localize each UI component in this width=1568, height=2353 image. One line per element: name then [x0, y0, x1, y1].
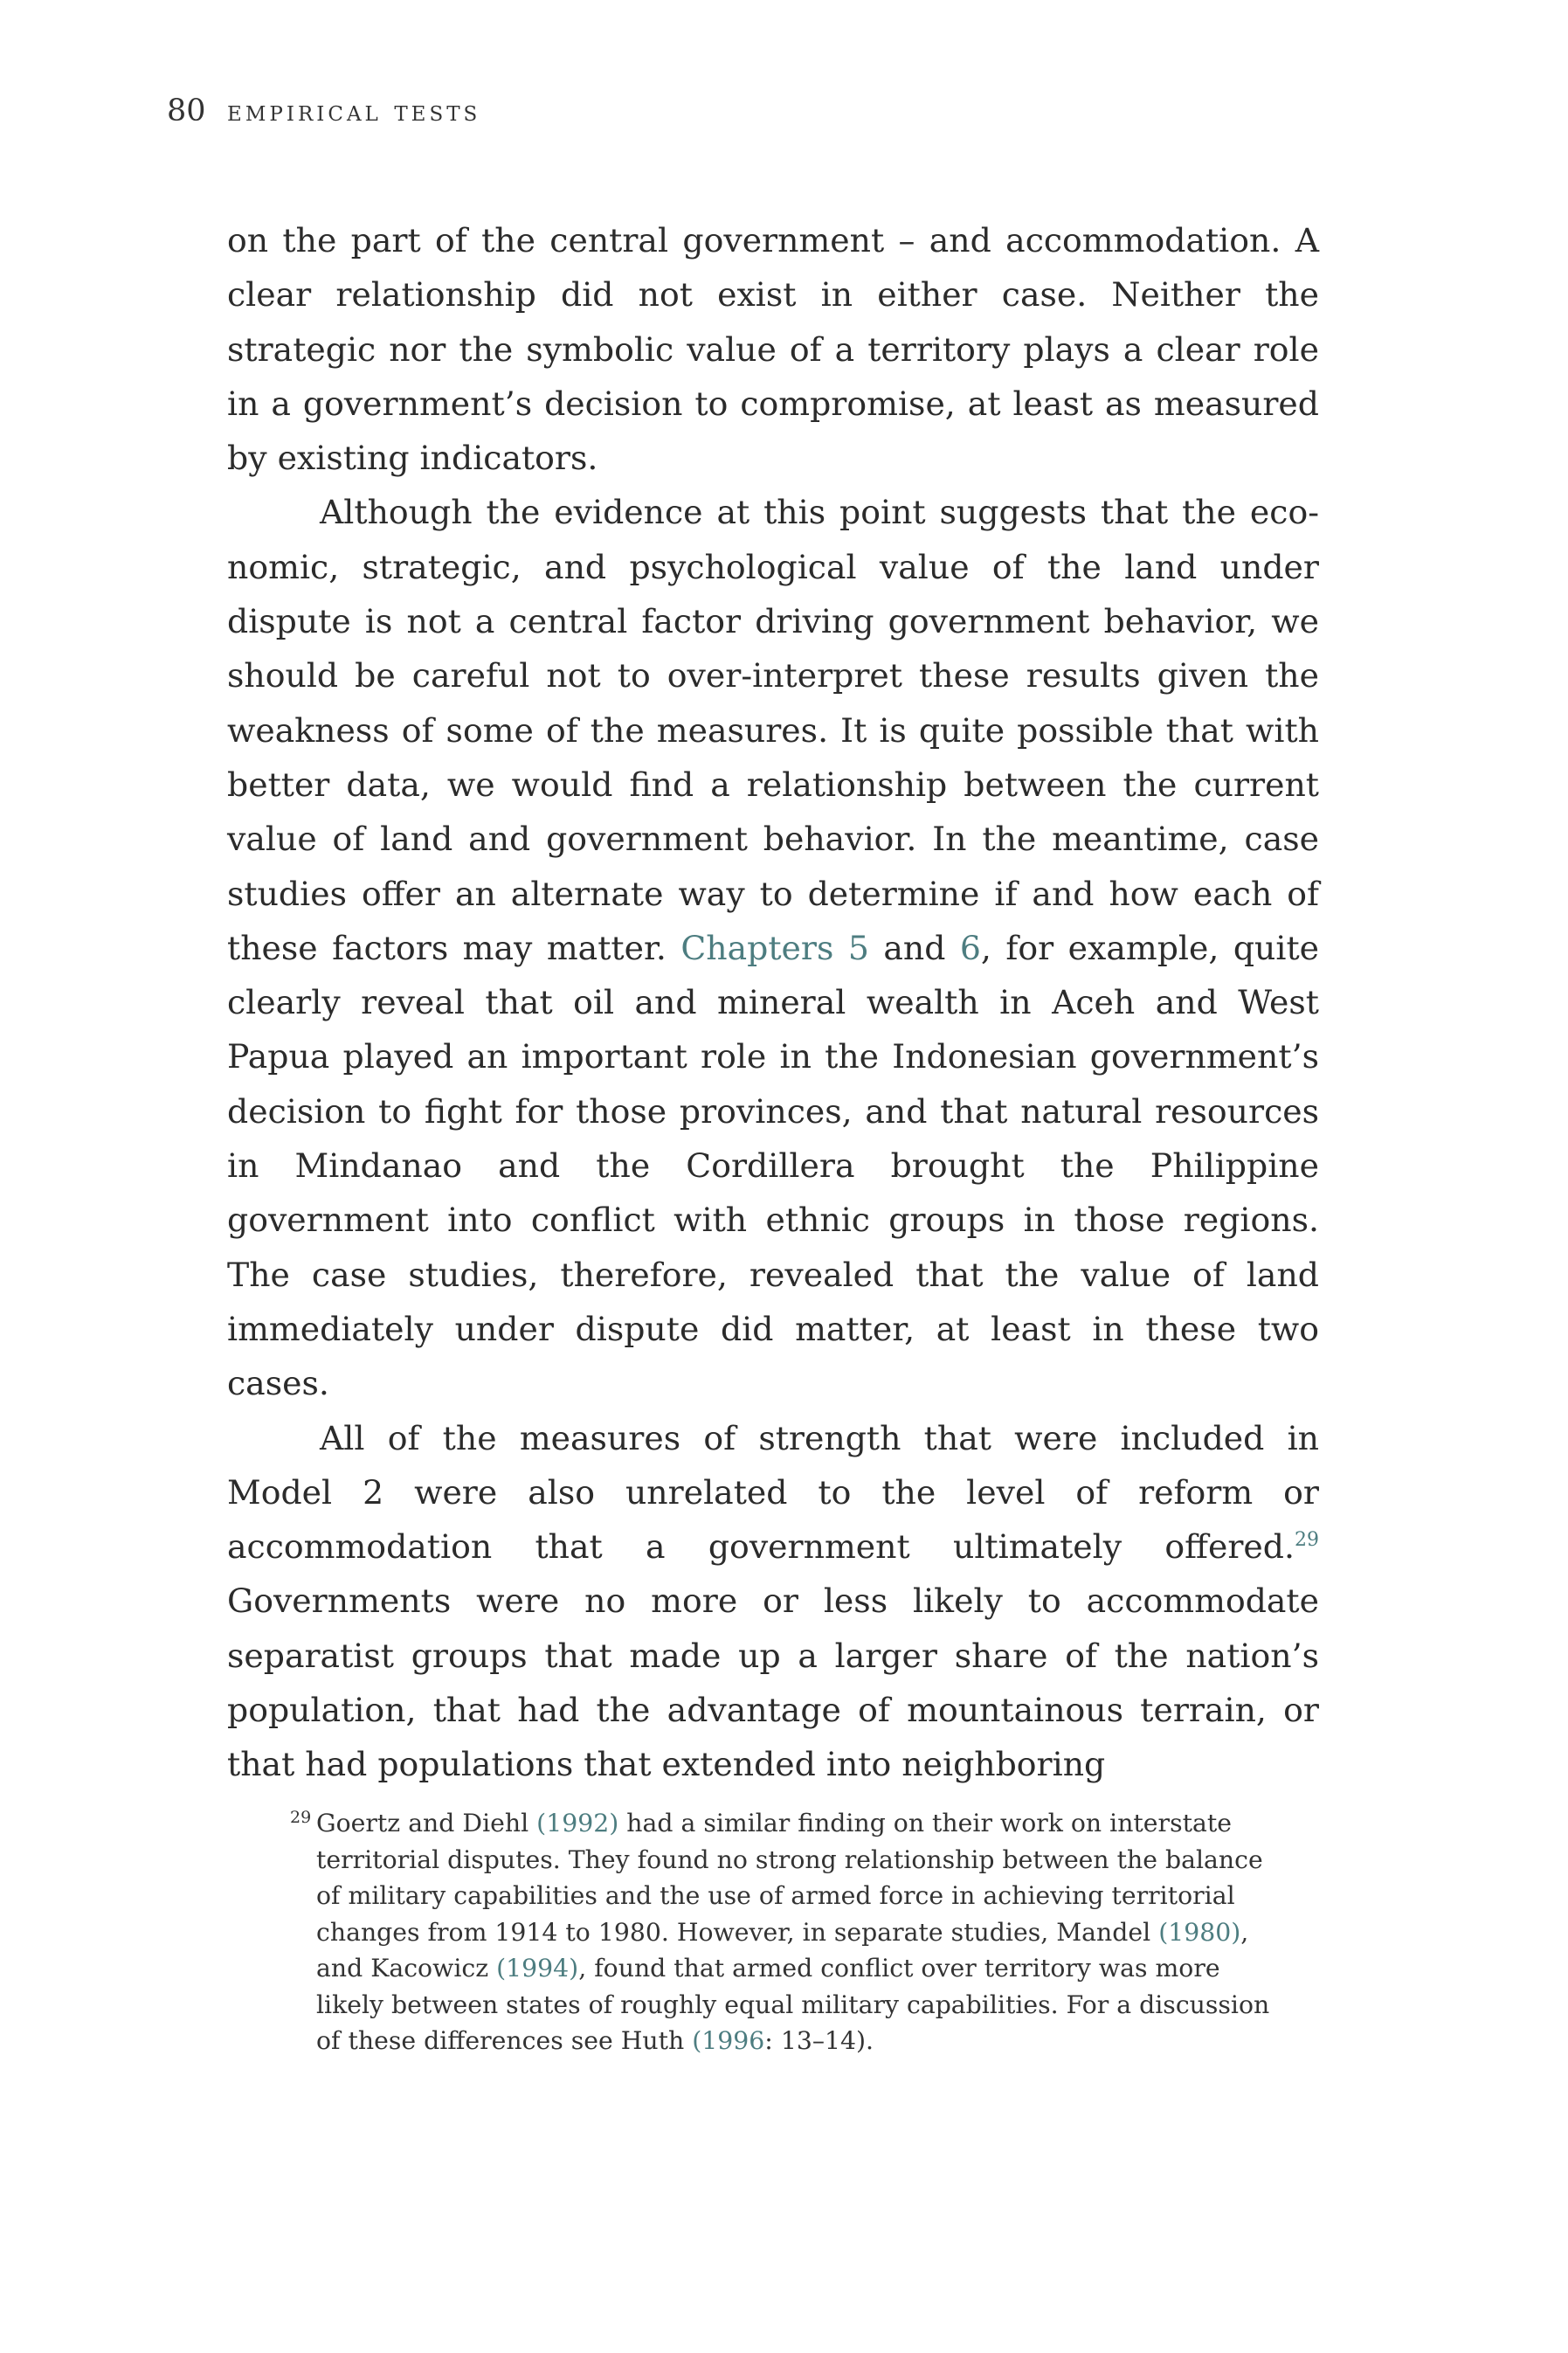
paragraph-3-text-a: All of the measures of strength that were included in Model 2 were also unrelated to the level of reform or accommodation that a government ultimately offered. — [227, 1418, 1319, 1567]
page-number: 80 — [167, 93, 206, 128]
paragraph-1 — [227, 213, 1319, 485]
footnote-text-4: , found that armed conflict over territory was more likely between states of roughly equal military capabilities. For a discussion of these differences see Huth — [316, 1954, 1270, 2055]
paragraph-3-text-b: Governments were no more or less likely to accommodate separatist groups that made up a larger share of the nation’s population, that had the advantage of mountainous terrain, or that had populations that extended into neighboring — [227, 1581, 1319, 1784]
footnote-text-1: Goertz and Diehl — [316, 1809, 537, 1837]
citation-huth-open-paren: ( — [692, 2026, 702, 2055]
citation-mandel-1980[interactable]: (1980) — [1158, 1917, 1241, 1947]
paragraph-3 — [227, 1411, 1319, 1792]
citation-kacowicz-1994[interactable]: (1994) — [496, 1954, 579, 1983]
citation-huth-pages: : 13–14) — [764, 2026, 867, 2055]
chapters-5-link[interactable]: Chapters 5 — [680, 928, 869, 967]
citation-goertz-diehl-1992[interactable]: (1992) — [536, 1809, 619, 1837]
chapter-6-link[interactable]: 6 — [959, 928, 981, 967]
paragraph-1-text: on the part of the central government – and accommodation. A clear relationship did not exist in either case. Neither the strategic nor the symbolic value of a territory plays a clear role in a government’s decision to compromise, at least as measured by existing indicators. — [227, 221, 1319, 478]
footnote-29-reference[interactable]: 29 — [1295, 1529, 1319, 1552]
footnote-number: 29 — [290, 1808, 312, 1827]
main-text — [227, 213, 1319, 1792]
paragraph-2-text-a: Although the evidence at this point suggests that the economic, strategic, and psychological value of the land under dispute is not a central factor driving government behavior, we should be careful not to over-interpret these results given the weakness of some of the measures. It is quite possible that with better data, we would find a relationship between the current value of land and government behavior. In the meantime, case studies offer an alternate way to determine if and how each of these factors may matter. — [227, 493, 1319, 967]
footnote-text-3: , and Kacowicz — [316, 1917, 1249, 1983]
running-head — [167, 91, 480, 131]
paragraph-2 — [227, 485, 1319, 1410]
paragraph-2-text-b: and — [868, 928, 960, 967]
citation-huth-1996[interactable]: 1996 — [701, 2026, 765, 2055]
footnote-29 — [290, 1805, 1295, 2059]
footnote-text-5: . — [866, 2026, 874, 2055]
footnote-text-2: had a similar finding on their work on interstate territorial disputes. They found no strong relationship between the balance of military capabilities and the use of armed force in achieving territorial changes from 1914 to 1980. However, in separate studies, Mandel — [316, 1809, 1263, 1947]
section-title: empirical tests — [227, 93, 481, 128]
paragraph-2-text-c: , for example, quite clearly reveal that oil and mineral wealth in Aceh and West Papua played an important role in the Indonesian government’s decision to fight for those provinces, and that natural resources in Mindanao and the Cordillera brought the Philippine government into conflict with ethnic groups in those regions. The case studies, therefore, revealed that the value of land immediately under dispute did matter, at least in these two cases. — [227, 928, 1320, 1403]
